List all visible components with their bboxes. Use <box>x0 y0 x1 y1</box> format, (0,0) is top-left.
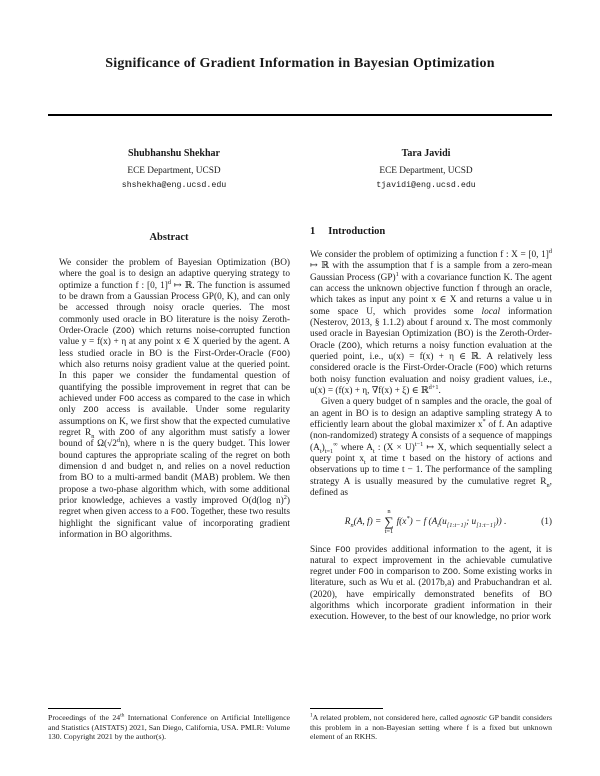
intro-paragraph-1: We consider the problem of optimizing a function f : X = [0, 1]$^d$ ↦ ℝ with the assumption that f is a sample from a zero-mean Gaussian Process (GP)$^1$ with a covariance function K. The agent can access the unknown objective function f through an oracle, which takes as input any point x ∈ X and returns a value u in some space U, which provides some local information (Nesterov, 2013, § 1.1.2) about f around x. The most commonly used oracle in Bayesian Optimization (BO) is the Zeroth-Order-Oracle (ZOO), which returns a noisy function evaluation at the queried point, i.e., u(x) = f(x) + η ∈ ℝ. A relatively less considered oracle is the First-Order-Oracle (FOO) which returns both noisy function evaluation and noisy gradient values, i.e., u(x) = (f(x) + η, ∇f(x) + ξ) ∈ ℝ$^{d+1}$. <box>310 247 552 396</box>
right-column <box>310 220 552 742</box>
author-name: Shubhanshu Shekhar <box>127 148 220 159</box>
equation-1 <box>310 508 552 535</box>
left-column-footer <box>48 708 290 742</box>
author-email: tjavidi@eng.ucsd.edu <box>376 181 476 190</box>
section-title: Introduction <box>328 226 386 237</box>
author-name: Tara Javidi <box>401 148 451 159</box>
footnote-rule <box>310 708 383 709</box>
authors-section <box>48 148 552 190</box>
abstract-heading: Abstract <box>149 232 189 243</box>
intro-paragraph-3: Since FOO provides additional information to the agent, it is natural to expect improvement in the achievable cumulative regret under FOO in comparison to ZOO. Some existing works in literature, such as Wu et al. (2017b,a) and Prabuchandran et al. (2020), have empirically demonstrated benefits of BO algorithms which incorporate gradient information in their execution. However, to the best of our knowledge, no prior work <box>310 544 552 623</box>
equation-lhs: $R_n(A$, f) = <box>344 516 382 529</box>
section-heading <box>310 226 552 237</box>
equation-rhs: f(x*) − f ($A_t(u_{[1:t-1]}$; $u_{[1:t-1]}$)) . <box>396 514 507 529</box>
equation-number: (1) <box>541 516 552 527</box>
footer-rule <box>48 708 121 709</box>
author-email: shshekha@eng.ucsd.edu <box>121 181 227 190</box>
summation-lower-limit: t=1 <box>384 528 394 536</box>
sigma-symbol: ∑ <box>384 514 394 530</box>
two-column-body <box>48 220 552 742</box>
right-column-footer <box>310 708 552 742</box>
author-block <box>48 148 300 190</box>
equation-body <box>310 508 541 535</box>
conference-footnote: Proceedings of the 24th International Conference on Artificial Intelligence and Statistics (AISTATS) 2021, San Diego, California, USA. PMLR: Volume 130. Copyright 2021 by the author(s). <box>48 712 290 742</box>
author-block <box>300 148 552 190</box>
title-rule <box>48 114 552 116</box>
intro-paragraph-2: Given a query budget of n samples and the oracle, the goal of an agent in BO is to design an adaptive sampling strategy A to efficiently learn about the global maximizer x* of f. An adaptive (non-randomized) strategy A consists of a sequence of mappings $(A_t)_{t=1}^\infty$ where $A_t$ : $(X \times U)^{t-1}$ ↦ X, which sequentially select a query point $x_t$ at time t based on the history of actions and observations up to time t − 1. The performance of the sampling strategy A is usually measured by the cumulative regret $R_n$, defined as <box>310 397 552 498</box>
abstract-body: We consider the problem of Bayesian Optimization (BO) where the goal is to design an adaptive querying strategy to optimize a function f : [0, 1]$^d$ ↦ ℝ. The function is assumed to be drawn from a Gaussian Process GP(0, K), and can only be accessed through noisy oracle queries. The most commonly used oracle in BO literature is the noisy Zeroth-Order-Oracle (ZOO) which returns noise-corrupted function value y = f(x) + η at any point x ∈ X queried by the agent. A less studied oracle in BO is the First-Order-Oracle (FOO) which also returns noisy gradient value at the queried point. In this paper we consider the fundamental question of quantifying the possible improvement in regret that can be achieved under FOO access as compared to the case in which only ZOO access is available. Under some regularity assumptions on K, we first show that the expected cumulative regret $R_n$ with ZOO of any algorithm must satisfy a lower bound of Ω(√2$^d$n), where n is the query budget. This lower bound captures the appropriate scaling of the regret on both dimension d and budget n, and relies on a novel reduction from BO to a multi-armed bandit (MAB) problem. We then propose a two-phase algorithm which, with some additional prior knowledge, achieves a vastly improved O(d(log n)$^2$) regret when given access to a FOO. Together, these two results highlight the significant value of incorporating gradient information in BO algorithms. <box>59 258 291 540</box>
section-number: 1 <box>310 226 316 237</box>
summation-upper-limit: n <box>387 508 391 516</box>
paper-title: Significance of Gradient Information in Bayesian Optimization <box>105 56 495 71</box>
summation <box>384 508 393 535</box>
author-affiliation: ECE Department, UCSD <box>379 166 473 176</box>
author-affiliation: ECE Department, UCSD <box>127 166 221 176</box>
left-column <box>48 220 290 742</box>
footnote-1: $^1$A related problem, not considered here, called agnostic GP bandit considers this problem in a non-Bayesian setting where f is a fixed but unknown element of an RKHS. <box>310 712 553 742</box>
